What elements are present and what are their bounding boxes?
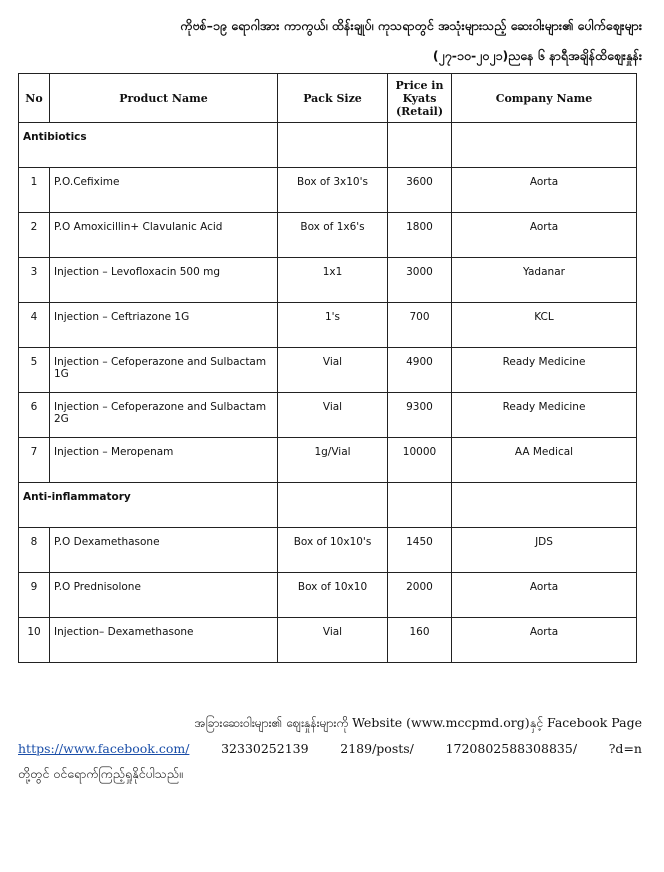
cell-product: Injection – Ceftriazone 1G bbox=[50, 303, 278, 348]
cell-company: Aorta bbox=[452, 213, 637, 258]
cell-no: 5 bbox=[19, 348, 50, 393]
cell-no: 3 bbox=[19, 258, 50, 303]
empty-cell bbox=[452, 483, 637, 528]
cell-company: AA Medical bbox=[452, 438, 637, 483]
cell-pack: Box of 3x10's bbox=[278, 168, 388, 213]
footer-website-text: Website (www.mccpmd.org)နှင့် Facebook Page bbox=[352, 715, 642, 730]
facebook-url-segment: 2189/posts/ bbox=[340, 741, 414, 756]
cell-pack: Vial bbox=[278, 393, 388, 438]
cell-price: 10000 bbox=[388, 438, 452, 483]
document-title: ကိုဗစ်–၁၉ ရောဂါအား ကာကွယ်၊ ထိန်းချုပ်၊ ကုသရာတွင် အသုံးများသည့် ဆေးဝါးများ၏ ပေါက်ဈေးများ bbox=[180, 18, 642, 33]
cell-company: Ready Medicine bbox=[452, 393, 637, 438]
cell-no: 6 bbox=[19, 393, 50, 438]
table-row bbox=[19, 213, 637, 258]
empty-cell bbox=[278, 483, 388, 528]
category-row bbox=[19, 123, 637, 168]
cell-no: 10 bbox=[19, 618, 50, 663]
table-row bbox=[19, 303, 637, 348]
cell-pack: 1x1 bbox=[278, 258, 388, 303]
empty-cell bbox=[278, 123, 388, 168]
cell-company: Aorta bbox=[452, 573, 637, 618]
cell-no: 7 bbox=[19, 438, 50, 483]
cell-price: 4900 bbox=[388, 348, 452, 393]
facebook-url-segment: 32330252139 bbox=[221, 741, 309, 756]
cell-no: 9 bbox=[19, 573, 50, 618]
cell-pack: 1g/Vial bbox=[278, 438, 388, 483]
cell-pack: Box of 10x10 bbox=[278, 573, 388, 618]
col-header-pack: Pack Size bbox=[278, 74, 388, 123]
empty-cell bbox=[388, 123, 452, 168]
table-row bbox=[19, 618, 637, 663]
table-row bbox=[19, 168, 637, 213]
empty-cell bbox=[452, 123, 637, 168]
cell-no: 1 bbox=[19, 168, 50, 213]
cell-pack: Vial bbox=[278, 618, 388, 663]
category-label: Anti-inflammatory bbox=[19, 483, 278, 528]
cell-no: 4 bbox=[19, 303, 50, 348]
cell-price: 3600 bbox=[388, 168, 452, 213]
cell-product: P.O Dexamethasone bbox=[50, 528, 278, 573]
col-header-product: Product Name bbox=[50, 74, 278, 123]
category-label: Antibiotics bbox=[19, 123, 278, 168]
cell-product: P.O.Cefixime bbox=[50, 168, 278, 213]
cell-price: 1800 bbox=[388, 213, 452, 258]
footer-line-2 bbox=[18, 741, 642, 756]
cell-price: 9300 bbox=[388, 393, 452, 438]
footer-line-1 bbox=[18, 715, 642, 734]
col-header-company: Company Name bbox=[452, 74, 637, 123]
cell-no: 2 bbox=[19, 213, 50, 258]
facebook-url-segment: 1720802588308835/ bbox=[445, 741, 578, 756]
cell-price: 700 bbox=[388, 303, 452, 348]
col-header-no: No bbox=[19, 74, 50, 123]
cell-company: Yadanar bbox=[452, 258, 637, 303]
table-row bbox=[19, 393, 637, 438]
cell-price: 1450 bbox=[388, 528, 452, 573]
cell-pack: Vial bbox=[278, 348, 388, 393]
cell-product: Injection – Cefoperazone and Sulbactam 2G bbox=[50, 393, 278, 438]
footer-line-3: တို့တွင် ဝင်ရောက်ကြည့်ရှုနိုင်ပါသည်။ bbox=[18, 766, 183, 781]
cell-product: P.O Amoxicillin+ Clavulanic Acid bbox=[50, 213, 278, 258]
cell-product: Injection – Cefoperazone and Sulbactam 1G bbox=[50, 348, 278, 393]
cell-pack: Box of 1x6's bbox=[278, 213, 388, 258]
cell-pack: Box of 10x10's bbox=[278, 528, 388, 573]
col-header-price: Price in Kyats (Retail) bbox=[388, 74, 452, 123]
table-row bbox=[19, 348, 637, 393]
cell-pack: 1's bbox=[278, 303, 388, 348]
table-row bbox=[19, 573, 637, 618]
category-row bbox=[19, 483, 637, 528]
facebook-url-segment: ?d=n bbox=[608, 741, 642, 756]
document-date-subtitle: (၂၇-၁၀-၂၀၂၁)ညနေ ၆ နာရီအချိန်ထိဈေးနှုန်း bbox=[432, 48, 642, 63]
cell-product: Injection – Levofloxacin 500 mg bbox=[50, 258, 278, 303]
cell-price: 160 bbox=[388, 618, 452, 663]
cell-company: Aorta bbox=[452, 168, 637, 213]
cell-company: Ready Medicine bbox=[452, 348, 637, 393]
table-row bbox=[19, 438, 637, 483]
cell-product: Injection – Meropenam bbox=[50, 438, 278, 483]
cell-price: 3000 bbox=[388, 258, 452, 303]
facebook-link[interactable]: https://www.facebook.com/ bbox=[18, 741, 190, 756]
table-row bbox=[19, 258, 637, 303]
cell-company: JDS bbox=[452, 528, 637, 573]
cell-company: Aorta bbox=[452, 618, 637, 663]
cell-company: KCL bbox=[452, 303, 637, 348]
footer-intro-text: အခြားဆေးဝါးများ၏ ဈေးနှုန်းများကို bbox=[194, 716, 349, 730]
price-table bbox=[18, 73, 637, 663]
cell-product: P.O Prednisolone bbox=[50, 573, 278, 618]
table-row bbox=[19, 528, 637, 573]
cell-product: Injection– Dexamethasone bbox=[50, 618, 278, 663]
cell-price: 2000 bbox=[388, 573, 452, 618]
empty-cell bbox=[388, 483, 452, 528]
table-header-row bbox=[19, 74, 637, 123]
cell-no: 8 bbox=[19, 528, 50, 573]
